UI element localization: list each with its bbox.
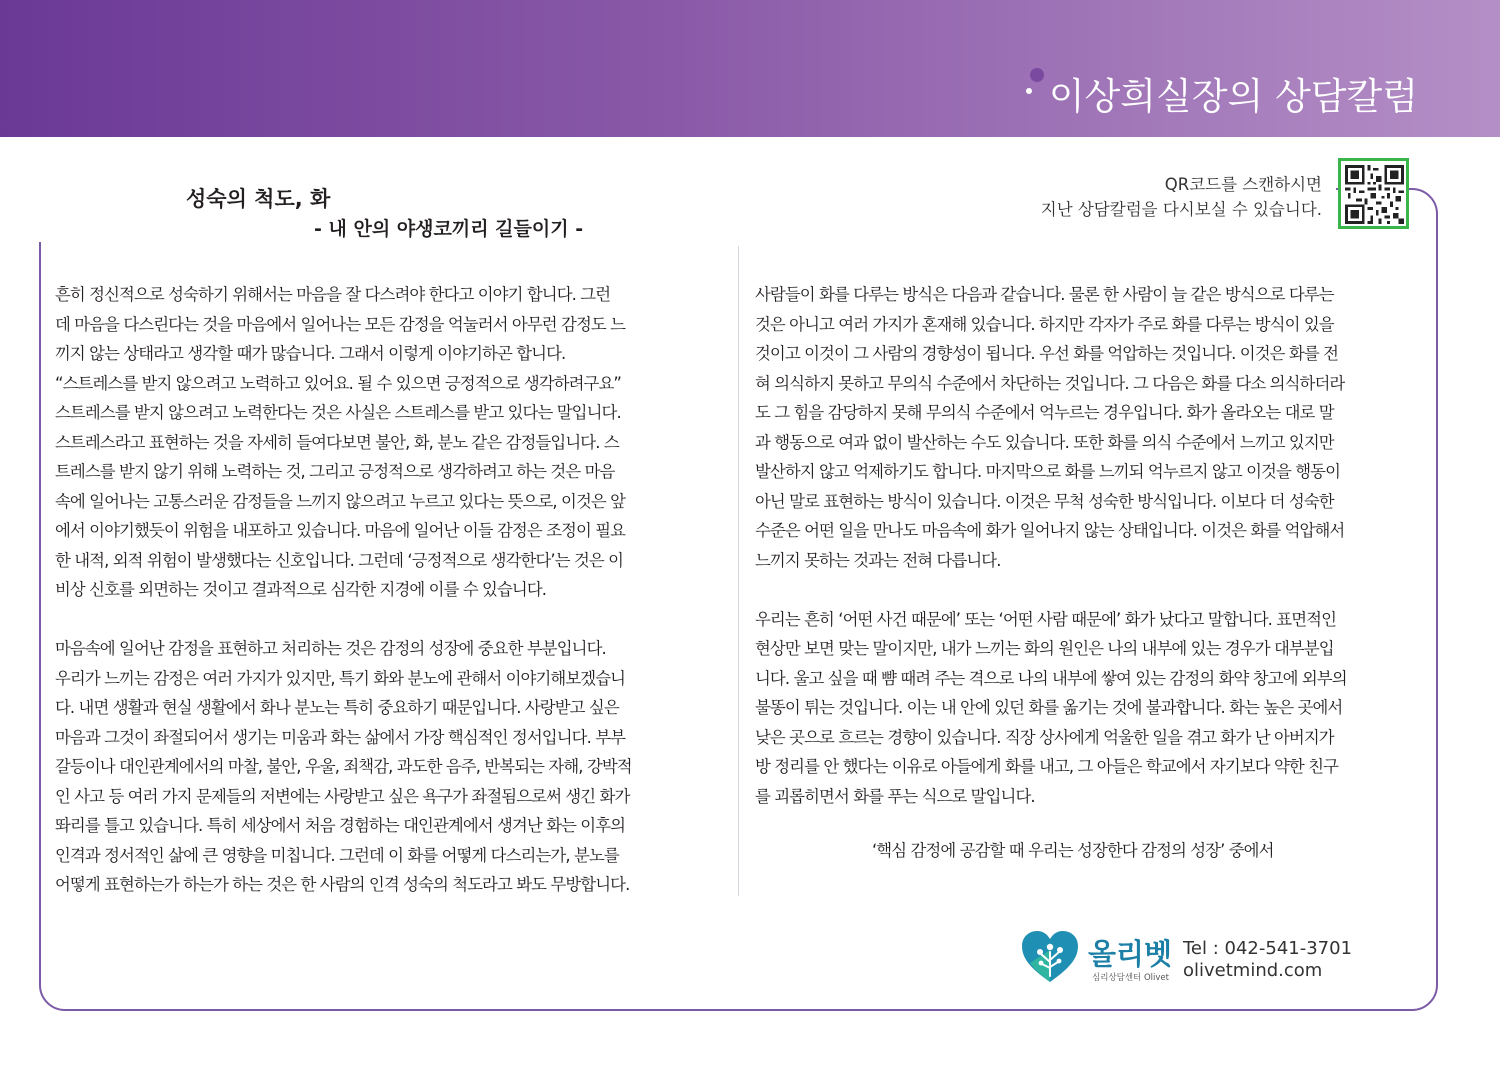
text-line: 낮은 곳으로 흐르는 경향이 있습니다. 직장 상사에게 억울한 일을 겪고 화가 난 아버지가 bbox=[755, 727, 1334, 747]
column-divider bbox=[738, 246, 739, 896]
text-line: 불똥이 튀는 것입니다. 이는 내 안에 있던 화를 옮기는 것에 불과합니다. 화는 높은 곳에서 bbox=[755, 698, 1343, 717]
logo-name: 올리벳 bbox=[1088, 937, 1173, 971]
text-line: 트레스를 받지 않기 위해 노력하는 것, 그리고 긍정적으로 생각하려고 하는 것은 마음 bbox=[55, 462, 615, 481]
text-line: 것은 아니고 여러 가지가 혼재해 있습니다. 하지만 각자가 주로 화를 다루는 방식이 있을 bbox=[755, 314, 1334, 334]
article-subtitle: - 내 안의 야생코끼리 길들이기 - bbox=[314, 218, 584, 240]
text-line: 사람들이 화를 다루는 방식은 다음과 같습니다. 물론 한 사람이 늘 같은 방식으로 다루는 bbox=[755, 285, 1334, 304]
text-line: 마음속에 일어난 감정을 표현하고 처리하는 것은 감정의 성장에 중요한 부분입니다. bbox=[55, 639, 606, 658]
text-line: 똬리를 틀고 있습니다. 특히 세상에서 처음 경험하는 대인관계에서 생겨난 화는 이후의 bbox=[55, 816, 626, 835]
text-line: 우리가 느끼는 감정은 여러 가지가 있지만, 특기 화와 분노에 관해서 이야기해보겠습니 bbox=[55, 668, 626, 688]
paragraph-gap bbox=[55, 605, 721, 635]
qr-instructions bbox=[1041, 172, 1322, 222]
text-line: 속에 일어나는 고통스러운 감정들을 느끼지 않으려고 누르고 있다는 뜻으로, 이것은 앞 bbox=[55, 491, 626, 511]
text-line: 발산하지 않고 억제하기도 합니다. 마지막으로 화를 느끼되 억누르지 않고 이것을 행동이 bbox=[755, 462, 1341, 481]
text-line: 방 정리를 안 했다는 이유로 아들에게 화를 내고, 그 아들은 학교에서 자기보다 약한 친구 bbox=[755, 757, 1339, 776]
right-column bbox=[755, 280, 1417, 811]
text-line: 인 사고 등 여러 가지 문제들의 저변에는 사랑받고 싶은 욕구가 좌절됨으로써 생긴 화가 bbox=[55, 786, 630, 806]
text-line: 흔히 정신적으로 성숙하기 위해서는 마음을 잘 다스려야 한다고 이야기 합니다. 그런 bbox=[55, 285, 611, 304]
text-line: 어떻게 표현하는가 하는가 하는 것은 한 사람의 인격 성숙의 척도라고 봐도 무방합니다. bbox=[55, 875, 630, 894]
heart-tree-icon bbox=[1020, 930, 1080, 984]
contact-phone[interactable]: Tel : 042-541-3701 bbox=[1183, 938, 1353, 959]
article-title: 성숙의 척도, 화 bbox=[186, 187, 331, 211]
text-line: 것이고 이것이 그 사람의 경향성이 됩니다. 우선 화를 억압하는 것입니다. 이것은 화를 전 bbox=[755, 344, 1339, 363]
text-line: 느끼지 못하는 것과는 전혀 다릅니다. bbox=[755, 550, 1001, 570]
text-line: 과 행동으로 여과 없이 발산하는 수도 있습니다. 또한 화를 의식 수준에서 느끼고 있지만 bbox=[755, 432, 1334, 452]
text-line: 니다. 울고 싶을 때 뺨 때려 주는 격으로 나의 내부에 쌓여 있는 감정의 화약 창고에 외부의 bbox=[755, 668, 1347, 688]
qr-code-icon[interactable] bbox=[1338, 158, 1409, 229]
qr-instruction-line: QR코드를 스캔하시면 bbox=[1164, 175, 1322, 194]
column-series-title: 이상희실장의 상담칼럼 bbox=[1048, 75, 1418, 118]
text-line: 갈등이나 대인관계에서의 마찰, 불안, 우울, 죄책감, 과도한 음주, 반복되는 자해, 강박적 bbox=[55, 757, 632, 776]
text-line: 한 내적, 외적 위험이 발생했다는 신호입니다. 그런데 ‘긍정적으로 생각한다’는 것은 이 bbox=[55, 550, 624, 570]
text-line: 아닌 말로 표현하는 방식이 있습니다. 이것은 무척 성숙한 방식입니다. 이보다 더 성숙한 bbox=[755, 491, 1334, 511]
text-line: 현상만 보면 맞는 말이지만, 내가 느끼는 화의 원인은 나의 내부에 있는 경우가 대부분입 bbox=[755, 639, 1334, 658]
text-line: 를 괴롭히면서 화를 푸는 식으로 말입니다. bbox=[755, 786, 1035, 806]
header-bullet-icon bbox=[1030, 68, 1044, 82]
text-line: 비상 신호를 외면하는 것이고 결과적으로 심각한 지경에 이를 수 있습니다. bbox=[55, 580, 547, 599]
source-quote: ‘핵심 감정에 공감할 때 우리는 성장한다 감정의 성장’ 중에서 bbox=[872, 841, 1274, 860]
logo-subtitle: 심리상담센터 Olivet bbox=[1092, 973, 1169, 983]
text-line: 에서 이야기했듯이 위험을 내포하고 있습니다. 마음에 일어난 이들 감정은 조정이 필요 bbox=[55, 521, 626, 540]
text-line: 마음과 그것이 좌절되어서 생기는 미움과 화는 삶에서 가장 핵심적인 정서입니다. 부부 bbox=[55, 727, 626, 747]
text-line: 수준은 어떤 일을 만나도 마음속에 화가 일어나지 않는 상태입니다. 이것은 화를 억압해서 bbox=[755, 521, 1345, 540]
qr-instruction-line: 지난 상담칼럼을 다시보실 수 있습니다. bbox=[1040, 200, 1322, 219]
text-line: “스트레스를 받지 않으려고 노력하고 있어요. 될 수 있으면 긍정적으로 생각하려구요” bbox=[55, 373, 622, 393]
header-bullet-small-icon bbox=[1026, 88, 1032, 94]
left-column bbox=[55, 280, 721, 900]
text-line: 혀 의식하지 못하고 무의식 수준에서 차단하는 것입니다. 그 다음은 화를 다소 의식하더라 bbox=[755, 373, 1345, 393]
text-line: 우리는 흔히 ‘어떤 사건 때문에’ 또는 ‘어떤 사람 때문에’ 화가 났다고 말합니다. 표면적인 bbox=[755, 609, 1337, 629]
text-line: 스트레스라고 표현하는 것을 자세히 들여다보면 불안, 화, 분노 같은 감정들입니다. 스 bbox=[55, 432, 619, 452]
text-line: 스트레스를 받지 않으려고 노력한다는 것은 사실은 스트레스를 받고 있다는 말입니다. bbox=[55, 403, 621, 422]
text-line: 다. 내면 생활과 현실 생활에서 화나 분노는 특히 중요하기 때문입니다. 사랑받고 싶은 bbox=[55, 698, 619, 717]
text-line: 인격과 정서적인 삶에 큰 영향을 미칩니다. 그런데 이 화를 어떻게 다스리는가, 분노를 bbox=[55, 845, 619, 865]
contact-website-link[interactable]: olivetmind.com bbox=[1183, 960, 1323, 981]
text-line: 도 그 힘을 감당하지 못해 무의식 수준에서 억누르는 경우입니다. 화가 올라오는 대로 말 bbox=[755, 403, 1334, 422]
text-line: 데 마음을 다스린다는 것을 마음에서 일어나는 모든 감정을 억눌러서 아무런 감정도 느 bbox=[55, 314, 626, 334]
text-line: 끼지 않는 상태라고 생각할 때가 많습니다. 그래서 이렇게 이야기하곤 합니다. bbox=[55, 344, 566, 363]
paragraph-gap bbox=[755, 575, 1417, 605]
